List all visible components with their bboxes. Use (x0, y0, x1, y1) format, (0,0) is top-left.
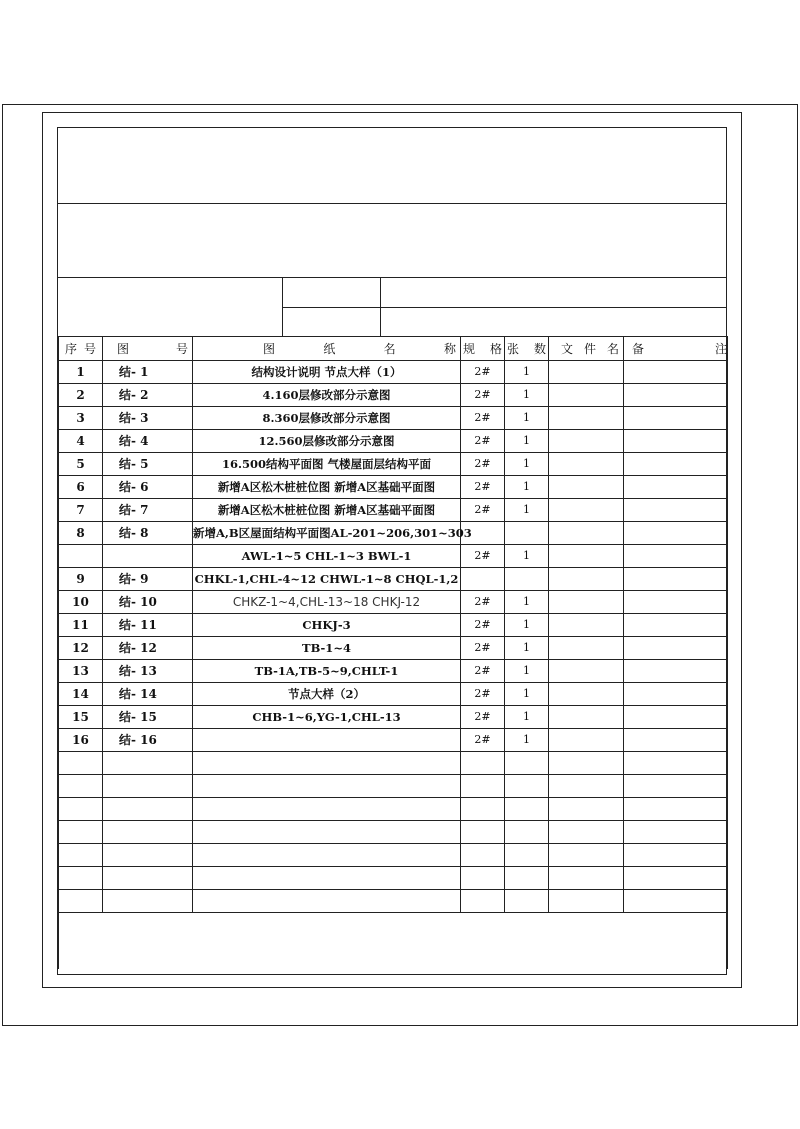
table-row (59, 752, 728, 775)
row-sheet-count: 1 (505, 683, 549, 706)
row-drawing-no: 结- 4 (103, 430, 193, 453)
row-seq: 7 (59, 499, 103, 522)
row-seq (59, 844, 103, 867)
row-drawing-name (193, 775, 461, 798)
row-file-name (549, 637, 624, 660)
row-drawing-name: TB-1~4 (193, 637, 461, 660)
row-drawing-no (103, 752, 193, 775)
row-drawing-no (103, 545, 193, 568)
row-drawing-no: 结- 10 (103, 591, 193, 614)
row-drawing-name (193, 890, 461, 913)
row-remark (624, 499, 728, 522)
table-row (59, 545, 728, 568)
table-row (59, 430, 728, 453)
row-sheet-count (505, 752, 549, 775)
row-drawing-no: 结- 8 (103, 522, 193, 545)
row-sheet-count: 1 (505, 476, 549, 499)
row-seq: 1 (59, 361, 103, 384)
row-drawing-no: 结- 11 (103, 614, 193, 637)
row-spec: 2# (461, 430, 505, 453)
row-drawing-no (103, 844, 193, 867)
row-seq: 13 (59, 660, 103, 683)
row-spec (461, 568, 505, 591)
row-spec: 2# (461, 660, 505, 683)
row-sheet-count: 1 (505, 614, 549, 637)
row-seq: 10 (59, 591, 103, 614)
table-row (59, 591, 728, 614)
row-drawing-no: 结- 12 (103, 637, 193, 660)
row-drawing-no (103, 775, 193, 798)
row-drawing-no: 结- 15 (103, 706, 193, 729)
table-row (59, 637, 728, 660)
header-file-name: 文 件 名 (549, 337, 624, 361)
row-remark (624, 683, 728, 706)
row-drawing-name: AWL-1~5 CHL-1~3 BWL-1 (193, 545, 461, 568)
row-spec: 2# (461, 361, 505, 384)
row-drawing-no: 结- 9 (103, 568, 193, 591)
row-file-name (549, 775, 624, 798)
table-row (59, 453, 728, 476)
row-file-name (549, 706, 624, 729)
row-spec (461, 798, 505, 821)
row-seq: 3 (59, 407, 103, 430)
table-row (59, 729, 728, 752)
row-sheet-count: 1 (505, 384, 549, 407)
row-drawing-no (103, 890, 193, 913)
row-drawing-no: 结- 16 (103, 729, 193, 752)
row-sheet-count: 1 (505, 361, 549, 384)
row-remark (624, 637, 728, 660)
row-sheet-count: 1 (505, 729, 549, 752)
row-drawing-no: 结- 3 (103, 407, 193, 430)
row-seq: 9 (59, 568, 103, 591)
row-spec: 2# (461, 637, 505, 660)
row-remark (624, 706, 728, 729)
row-drawing-no: 结- 1 (103, 361, 193, 384)
row-seq (59, 890, 103, 913)
row-file-name (549, 660, 624, 683)
row-drawing-name: CHKJ-3 (193, 614, 461, 637)
row-drawing-name (193, 798, 461, 821)
row-drawing-name: 12.560层修改部分示意图 (193, 430, 461, 453)
row-spec: 2# (461, 729, 505, 752)
title-band-second (58, 204, 726, 278)
row-remark (624, 430, 728, 453)
row-spec: 2# (461, 545, 505, 568)
row-remark (624, 545, 728, 568)
row-seq (59, 775, 103, 798)
row-remark (624, 614, 728, 637)
table-row (59, 568, 728, 591)
table-row (59, 844, 728, 867)
footer-blank-cell (59, 913, 728, 970)
meta-mid-line (282, 307, 726, 308)
row-remark (624, 407, 728, 430)
row-spec (461, 844, 505, 867)
row-drawing-name: CHB-1~6,YG-1,CHL-13 (193, 706, 461, 729)
row-remark (624, 660, 728, 683)
row-drawing-name: 新增A,B区屋面结构平面图AL-201~206,301~303 (193, 522, 461, 545)
row-file-name (549, 384, 624, 407)
table-row (59, 798, 728, 821)
row-file-name (549, 844, 624, 867)
table-row (59, 706, 728, 729)
table-row (59, 614, 728, 637)
row-seq: 14 (59, 683, 103, 706)
table-row (59, 890, 728, 913)
row-file-name (549, 430, 624, 453)
row-sheet-count: 1 (505, 545, 549, 568)
row-sheet-count: 1 (505, 637, 549, 660)
row-drawing-name (193, 729, 461, 752)
row-file-name (549, 591, 624, 614)
row-drawing-no (103, 821, 193, 844)
row-sheet-count: 1 (505, 430, 549, 453)
row-drawing-name: 4.160层修改部分示意图 (193, 384, 461, 407)
row-sheet-count (505, 890, 549, 913)
row-sheet-count (505, 522, 549, 545)
row-drawing-name: CHKZ-1~4,CHL-13~18 CHKJ-12 (193, 591, 461, 614)
row-remark (624, 568, 728, 591)
row-drawing-no (103, 867, 193, 890)
row-file-name (549, 522, 624, 545)
row-remark (624, 844, 728, 867)
row-seq: 2 (59, 384, 103, 407)
row-sheet-count: 1 (505, 660, 549, 683)
row-drawing-no: 结- 7 (103, 499, 193, 522)
row-drawing-name: 新增A区松木桩桩位图 新增A区基础平面图 (193, 476, 461, 499)
row-remark (624, 798, 728, 821)
row-sheet-count (505, 821, 549, 844)
row-file-name (549, 568, 624, 591)
row-file-name (549, 729, 624, 752)
row-seq: 4 (59, 430, 103, 453)
meta-block (58, 278, 726, 336)
row-drawing-name: CHKL-1,CHL-4~12 CHWL-1~8 CHQL-1,2 (193, 568, 461, 591)
header-spec: 规 格 (461, 337, 505, 361)
row-file-name (549, 499, 624, 522)
row-seq (59, 752, 103, 775)
table-row (59, 660, 728, 683)
row-sheet-count: 1 (505, 706, 549, 729)
row-sheet-count (505, 775, 549, 798)
row-file-name (549, 453, 624, 476)
row-sheet-count (505, 568, 549, 591)
row-spec: 2# (461, 499, 505, 522)
table-row (59, 821, 728, 844)
row-seq: 16 (59, 729, 103, 752)
row-spec: 2# (461, 706, 505, 729)
table-row (59, 407, 728, 430)
row-remark (624, 821, 728, 844)
row-sheet-count (505, 844, 549, 867)
row-sheet-count: 1 (505, 453, 549, 476)
row-spec: 2# (461, 407, 505, 430)
row-sheet-count (505, 867, 549, 890)
row-spec: 2# (461, 453, 505, 476)
row-seq (59, 821, 103, 844)
row-remark (624, 729, 728, 752)
row-remark (624, 522, 728, 545)
row-file-name (549, 545, 624, 568)
row-seq: 6 (59, 476, 103, 499)
row-seq: 15 (59, 706, 103, 729)
table-row (59, 476, 728, 499)
row-sheet-count: 1 (505, 499, 549, 522)
table-header-row (59, 337, 728, 361)
row-remark (624, 384, 728, 407)
table-row (59, 499, 728, 522)
table-row (59, 522, 728, 545)
row-seq (59, 798, 103, 821)
row-spec: 2# (461, 476, 505, 499)
row-sheet-count (505, 798, 549, 821)
row-drawing-name: 8.360层修改部分示意图 (193, 407, 461, 430)
drawing-list-table (58, 336, 728, 969)
row-file-name (549, 361, 624, 384)
row-seq (59, 545, 103, 568)
row-sheet-count: 1 (505, 591, 549, 614)
row-file-name (549, 890, 624, 913)
row-file-name (549, 683, 624, 706)
row-drawing-name: 结构设计说明 节点大样（1） (193, 361, 461, 384)
header-drawing-no: 图 号 (103, 337, 193, 361)
row-remark (624, 453, 728, 476)
row-drawing-name (193, 867, 461, 890)
row-drawing-name: 16.500结构平面图 气楼屋面层结构平面 (193, 453, 461, 476)
header-sheets: 张 数 (505, 337, 549, 361)
row-file-name (549, 867, 624, 890)
row-drawing-no: 结- 13 (103, 660, 193, 683)
footer-blank-row (59, 913, 728, 970)
row-file-name (549, 407, 624, 430)
row-remark (624, 476, 728, 499)
row-file-name (549, 752, 624, 775)
row-spec: 2# (461, 683, 505, 706)
row-sheet-count: 1 (505, 407, 549, 430)
row-remark (624, 890, 728, 913)
row-seq: 5 (59, 453, 103, 476)
row-seq: 8 (59, 522, 103, 545)
row-spec (461, 867, 505, 890)
row-spec: 2# (461, 614, 505, 637)
row-seq: 11 (59, 614, 103, 637)
row-drawing-name: 新增A区松木桩桩位图 新增A区基础平面图 (193, 499, 461, 522)
row-drawing-name (193, 844, 461, 867)
row-spec (461, 752, 505, 775)
row-remark (624, 775, 728, 798)
row-drawing-no: 结- 14 (103, 683, 193, 706)
row-drawing-name: TB-1A,TB-5~9,CHLT-1 (193, 660, 461, 683)
row-spec (461, 890, 505, 913)
row-file-name (549, 476, 624, 499)
row-seq (59, 867, 103, 890)
row-seq: 12 (59, 637, 103, 660)
header-seq: 序 号 (59, 337, 103, 361)
table-row (59, 361, 728, 384)
row-remark (624, 361, 728, 384)
header-remark: 备 注 (624, 337, 728, 361)
row-spec: 2# (461, 384, 505, 407)
row-drawing-no: 结- 6 (103, 476, 193, 499)
row-spec (461, 775, 505, 798)
row-remark (624, 591, 728, 614)
table-row (59, 683, 728, 706)
row-file-name (549, 821, 624, 844)
row-drawing-no: 结- 2 (103, 384, 193, 407)
row-remark (624, 867, 728, 890)
row-drawing-name (193, 752, 461, 775)
row-spec (461, 821, 505, 844)
row-drawing-no (103, 798, 193, 821)
row-file-name (549, 614, 624, 637)
table-row (59, 384, 728, 407)
title-band-top (58, 128, 726, 204)
row-file-name (549, 798, 624, 821)
row-remark (624, 752, 728, 775)
table-row (59, 867, 728, 890)
row-drawing-name (193, 821, 461, 844)
row-drawing-no: 结- 5 (103, 453, 193, 476)
table-row (59, 775, 728, 798)
drawing-list-sheet (57, 127, 727, 975)
header-drawing-name: 图 纸 名 称 (193, 337, 461, 361)
row-drawing-name: 节点大样（2） (193, 683, 461, 706)
row-spec: 2# (461, 591, 505, 614)
